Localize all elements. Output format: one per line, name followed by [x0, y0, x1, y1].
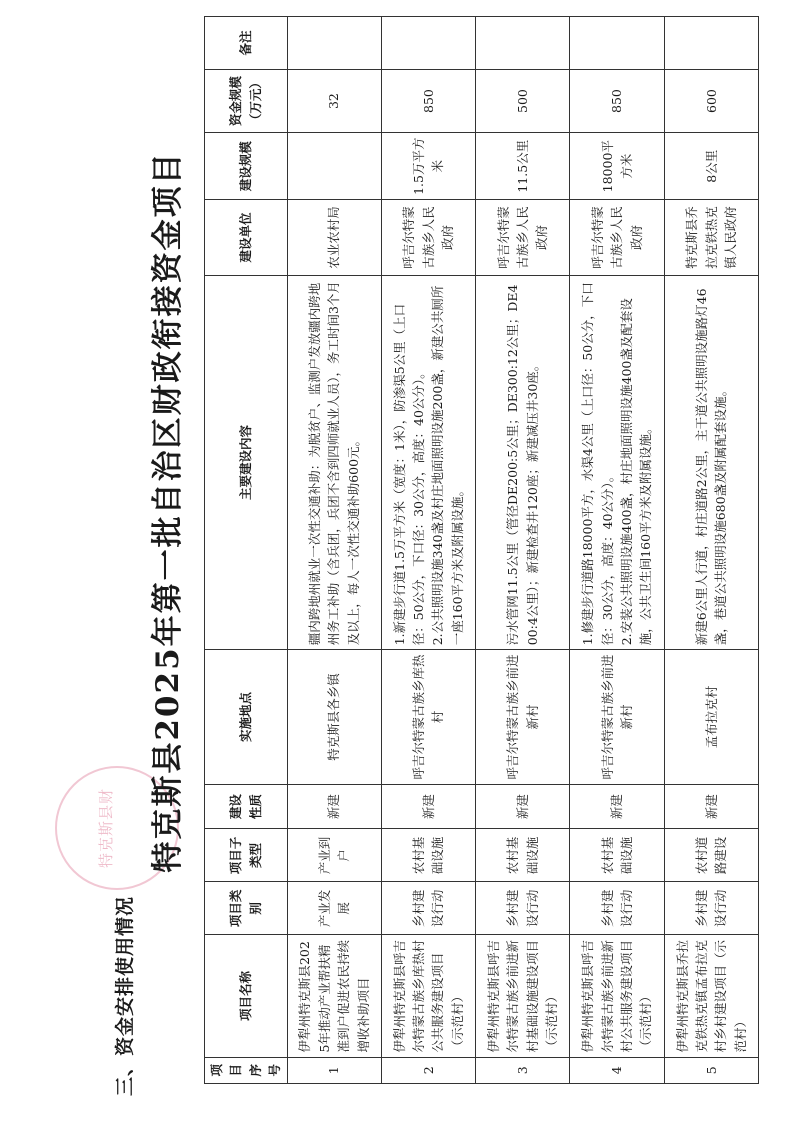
cell-remark [287, 17, 381, 70]
header-funds: 资金规模（万元） [205, 70, 288, 133]
cell-no: 2 [381, 1057, 475, 1083]
table-header-row [205, 17, 288, 1084]
cell-name: 伊犁州特克斯县呼吉尔特蒙古族乡前进新村公共服务建设项目（示范村） [570, 935, 664, 1057]
cell-nature: 新建 [381, 784, 475, 829]
cell-funds: 850 [381, 70, 475, 133]
cell-remark [476, 17, 570, 70]
cell-subcategory: 农村基础设施 [381, 829, 475, 882]
cell-location: 呼吉尔特蒙古族乡前进新村 [476, 650, 570, 784]
document-title: 特克斯县2025年第一批自治区财政衔接资金项目 [150, 151, 186, 873]
table-row [381, 17, 475, 1084]
header-name: 项目名称 [205, 935, 288, 1057]
cell-remark [570, 17, 664, 70]
section-heading: 三、资金安排使用情况 [114, 895, 136, 1096]
header-nature: 建设性质 [205, 784, 288, 829]
cell-category: 产业发展 [287, 882, 381, 935]
cell-scale [287, 133, 381, 200]
header-remark: 备注 [205, 17, 288, 70]
cell-scale: 1.5万平方米 [381, 133, 475, 200]
cell-location: 呼吉尔特蒙古族乡库热村 [381, 650, 475, 784]
header-location: 实施地点 [205, 650, 288, 784]
cell-name: 伊犁州特克斯县乔拉克铁热克镇孟布拉克村乡村建设项目（示范村） [664, 935, 758, 1057]
cell-category: 乡村建设行动 [381, 882, 475, 935]
cell-scale: 18000平方米 [570, 133, 664, 200]
cell-unit: 呼吉尔特蒙古族乡人民政府 [381, 200, 475, 275]
cell-nature: 新建 [664, 784, 758, 829]
table-row [476, 17, 570, 1084]
header-no: 项目序号 [205, 1057, 288, 1083]
cell-category: 乡村建设行动 [476, 882, 570, 935]
cell-location: 特克斯县各乡镇 [287, 650, 381, 784]
cell-no: 5 [664, 1057, 758, 1083]
cell-funds: 850 [570, 70, 664, 133]
cell-category: 乡村建设行动 [570, 882, 664, 935]
seal-text: 特克斯县财 [97, 788, 115, 869]
cell-subcategory: 农村道路建设 [664, 829, 758, 882]
cell-remark [664, 17, 758, 70]
cell-content: 1.修建步行道路18000平方，水渠4公里（上口径：50公分，下口径：30公分，高度：40公分）。 2.安装公共照明设施400盏，村庄地面照明设施400盏及配套设施，公共卫生间160平方米及附属设施。 [570, 275, 664, 650]
cell-remark [381, 17, 475, 70]
table-row [287, 17, 381, 1084]
header-content: 主要建设内容 [205, 275, 288, 650]
cell-subcategory: 农村基础设施 [476, 829, 570, 882]
cell-location: 呼吉尔特蒙古族乡前进新村 [570, 650, 664, 784]
header-unit: 建设单位 [205, 200, 288, 275]
cell-funds: 32 [287, 70, 381, 133]
cell-no: 4 [570, 1057, 664, 1083]
project-table [204, 16, 759, 1084]
header-subcategory: 项目子类型 [205, 829, 288, 882]
cell-unit: 农业农村局 [287, 200, 381, 275]
cell-unit: 呼吉尔特蒙古族乡人民政府 [476, 200, 570, 275]
cell-content: 1.新建步行道1.5万平方米（宽度：1米），防渗渠5公里（上口径：50公分，下口径：30公分，高度：40公分）。 2.公共照明设施340盏及村庄地面照明设施200盏，新建公共厕所一座160平方米及附属设施。 [381, 275, 475, 650]
cell-nature: 新建 [476, 784, 570, 829]
cell-name: 伊犁州特克斯县呼吉尔特蒙古族乡库热村公共服务建设项目（示范村） [381, 935, 475, 1057]
cell-funds: 600 [664, 70, 758, 133]
cell-content: 新建6公里人行道，村庄道路2公里，主干道公共照明设施路灯46盏，巷道公共照明设施680盏及附属配套设施。 [664, 275, 758, 650]
cell-subcategory: 产业到户 [287, 829, 381, 882]
cell-funds: 500 [476, 70, 570, 133]
cell-scale: 8公里 [664, 133, 758, 200]
cell-unit: 呼吉尔特蒙古族乡人民政府 [570, 200, 664, 275]
cell-no: 1 [287, 1057, 381, 1083]
cell-nature: 新建 [570, 784, 664, 829]
cell-nature: 新建 [287, 784, 381, 829]
table-row [570, 17, 664, 1084]
cell-scale: 11.5公里 [476, 133, 570, 200]
cell-name: 伊犁州特克斯县2025年推动产业帮扶精准到户促进农民持续增收补助项目 [287, 935, 381, 1057]
table-row [664, 17, 758, 1084]
cell-subcategory: 农村基础设施 [570, 829, 664, 882]
cell-name: 伊犁州特克斯县呼吉尔特蒙古族乡前进新村基础设施建设项目（示范村） [476, 935, 570, 1057]
cell-content: 污水管网11.5公里（管径DE200:5公里；DE300:12公里；DE400:4公里）；新建检查井120座；新建减压井30座。 [476, 275, 570, 650]
cell-category: 乡村建设行动 [664, 882, 758, 935]
header-category: 项目类别 [205, 882, 288, 935]
cell-content: 疆内跨地州就业一次性交通补助：为脱贫户、监测户发放疆内跨地州务工补助（含兵团，兵团不含到四师就业人员），务工时间3个月及以上，每人一次性交通补助600元。 [287, 275, 381, 650]
cell-unit: 特克斯县乔拉克铁热克镇人民政府 [664, 200, 758, 275]
cell-location: 孟布拉克村 [664, 650, 758, 784]
cell-no: 3 [476, 1057, 570, 1083]
header-scale: 建设规模 [205, 133, 288, 200]
